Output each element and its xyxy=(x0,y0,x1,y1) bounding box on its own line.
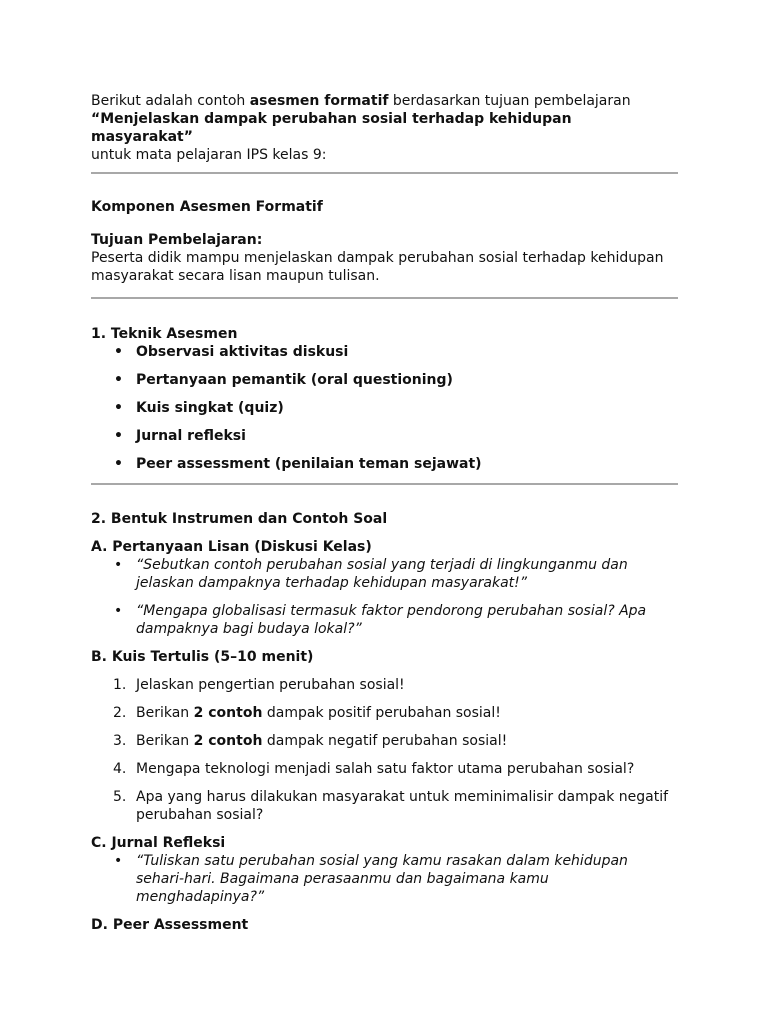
tujuan-title: Tujuan Pembelajaran: xyxy=(91,232,263,248)
components-heading xyxy=(91,198,678,216)
list-item xyxy=(91,732,678,750)
section-a-list xyxy=(91,556,678,638)
question-text: Berikan xyxy=(136,705,194,721)
section-b-list xyxy=(91,676,678,824)
intro-bold-term: asesmen formatif xyxy=(249,93,389,109)
question-text: dampak positif perubahan sosial! xyxy=(262,705,501,721)
list-number: 1. xyxy=(113,677,127,693)
section-c-list xyxy=(91,852,678,906)
intro-quote: “Menjelaskan dampak perubahan sosial terhadap kehidupan masyarakat” xyxy=(91,111,572,145)
intro-text-3: untuk mata pelajaran IPS kelas 9: xyxy=(91,147,327,163)
document-content xyxy=(91,92,678,934)
list-item xyxy=(91,704,678,722)
question-text: Jelaskan pengertian perubahan sosial! xyxy=(136,677,405,693)
teknik-list xyxy=(91,343,678,473)
section-d-title: D. Peer Assessment xyxy=(91,917,249,933)
intro-text-2: berdasarkan tujuan pembelajaran xyxy=(388,93,631,109)
question-text: dampak negatif perubahan sosial! xyxy=(262,733,508,749)
list-number: 4. xyxy=(113,761,127,777)
question-bold: 2 contoh xyxy=(193,733,263,749)
section-a-title: A. Pertanyaan Lisan (Diskusi Kelas) xyxy=(91,539,372,555)
list-item: • “Sebutkan contoh perubahan sosial yang terjadi di lingkunganmu dan jelaskan dampaknya terhadap kehidupan masyarakat!” xyxy=(91,556,678,592)
list-number: 2. xyxy=(113,705,127,721)
question-text: Apa yang harus dilakukan masyarakat untuk meminimalisir dampak negatif perubahan sosial? xyxy=(136,789,669,823)
list-item: • Peer assessment (penilaian teman sejawat) xyxy=(91,455,678,473)
list-item: • “Tuliskan satu perubahan sosial yang kamu rasakan dalam kehidupan sehari-hari. Bagaimana perasaanmu dan bagaimana kamu menghadapinya?” xyxy=(91,852,678,906)
list-item xyxy=(91,676,678,694)
section-b-title: B. Kuis Tertulis (5–10 menit) xyxy=(91,649,314,665)
tujuan-body: Peserta didik mampu menjelaskan dampak perubahan sosial terhadap kehidupan masyarakat secara lisan maupun tulisan. xyxy=(91,250,664,284)
list-item: • Kuis singkat (quiz) xyxy=(91,399,678,417)
list-item: • Jurnal refleksi xyxy=(91,427,678,445)
list-item: • Observasi aktivitas diskusi xyxy=(91,343,678,361)
divider xyxy=(91,297,678,299)
components-heading-text: Komponen Asesmen Formatif xyxy=(91,199,323,215)
list-item: • “Mengapa globalisasi termasuk faktor pendorong perubahan sosial? Apa dampaknya bagi budaya lokal?” xyxy=(91,602,678,638)
divider xyxy=(91,483,678,485)
question-text: Mengapa teknologi menjadi salah satu faktor utama perubahan sosial? xyxy=(136,761,635,777)
list-item xyxy=(91,760,678,778)
list-number: 5. xyxy=(113,789,127,805)
bentuk-heading: 2. Bentuk Instrumen dan Contoh Soal xyxy=(91,511,388,527)
intro-text: Berikut adalah contoh xyxy=(91,93,250,109)
question-text: Berikan xyxy=(136,733,194,749)
teknik-heading: 1. Teknik Asesmen xyxy=(91,326,238,342)
list-item xyxy=(91,788,678,824)
intro-paragraph xyxy=(91,92,678,164)
question-bold: 2 contoh xyxy=(193,705,263,721)
list-number: 3. xyxy=(113,733,127,749)
divider xyxy=(91,172,678,174)
list-item: • Pertanyaan pemantik (oral questioning) xyxy=(91,371,678,389)
section-c-title: C. Jurnal Refleksi xyxy=(91,835,226,851)
